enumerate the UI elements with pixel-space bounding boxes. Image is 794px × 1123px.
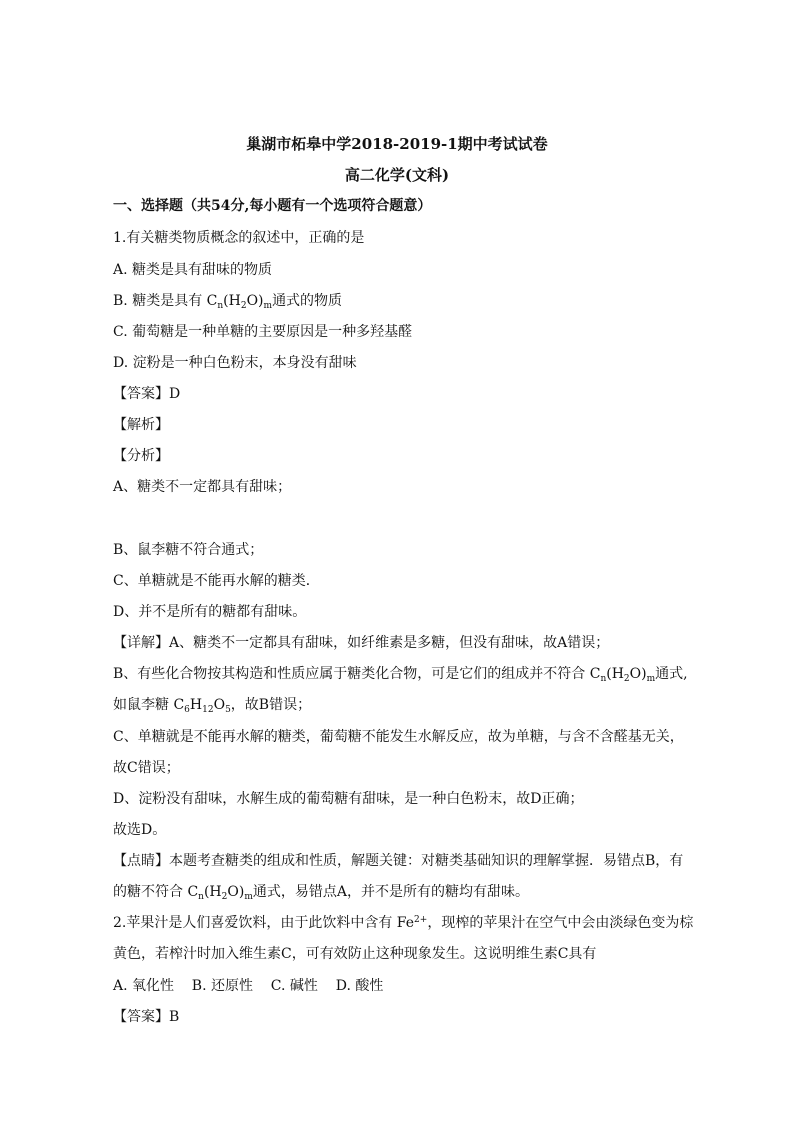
question-1-option-c: C. 葡萄糖是一种单糖的主要原因是一种多羟基醛: [113, 324, 413, 340]
detail-line-5: 故C错误；: [113, 760, 180, 776]
detail-line-3: 如鼠李糖 $C_6H_{12}O_5$，故B错误；: [113, 697, 312, 715]
tip-line-1: 【点睛】本题考查糖类的组成和性质，解题关键：对糖类基础知识的理解掌握．易错点B，有: [113, 853, 684, 869]
question-1-answer: 【答案】D: [113, 386, 181, 402]
detail-line-1: 【详解】A、糖类不一定都具有甜味，如纤维素是多糖，但没有甜味，故A错误；: [113, 635, 610, 651]
question-2-stem-line-1: 2.苹果汁是人们喜爱饮料，由于此饮料中含有 $Fe^{2+}$，现榨的苹果汁在空气中会由淡绿色变为棕: [113, 915, 694, 931]
question-1-option-d: D. 淀粉是一种白色粉末，本身没有甜味: [113, 355, 357, 371]
detail-line-4: C、单糖就是不能再水解的糖类，葡萄糖不能发生水解反应，故为单糖，与含不含醛基无关，: [113, 729, 684, 745]
question-1-explanation-label: 【解析】: [113, 417, 169, 433]
question-1-analysis-label: 【分析】: [113, 448, 169, 464]
tip-line-2: 的糖不符合 $C_n(H_2O)_m$通式，易错点A，并不是所有的糖均有甜味。: [113, 884, 529, 902]
detail-line-7: 故选D。: [113, 822, 167, 838]
question-2-stem-line-2: 黄色，若榨汁时加入维生素C，可有效防止这种现象发生。这说明维生素C具有: [113, 946, 597, 962]
question-2-answer: 【答案】B: [113, 1009, 180, 1025]
question-1-stem: 1.有关糖类物质概念的叙述中，正确的是: [113, 230, 365, 246]
question-2-options: A. 氧化性 B. 还原性 C. 碱性 D. 酸性: [113, 978, 384, 994]
exam-title: 巢湖市柘皋中学2018-2019-1期中考试试卷: [246, 135, 548, 153]
detail-line-6: D、淀粉没有甜味，水解生成的葡萄糖有甜味，是一种白色粉末，故D正确；: [113, 791, 584, 807]
analysis-line-b: B、鼠李糖不符合通式；: [113, 542, 264, 558]
analysis-line-c: C、单糖就是不能再水解的糖类．: [113, 573, 320, 589]
exam-subtitle: 高二化学(文科): [344, 166, 450, 184]
detail-line-2: B、有些化合物按其构造和性质应属于糖类化合物，可是它们的组成并不符合 $C_n(H_2O)_m$通式,: [113, 666, 688, 684]
question-1-option-a: A. 糖类是具有甜味的物质: [113, 262, 273, 278]
analysis-line-a: A、糖类不一定都具有甜味；: [113, 479, 292, 495]
analysis-line-d: D、并不是所有的糖都有甜味。: [113, 604, 307, 620]
question-1-option-b: B. 糖类是具有 $C_n(H_2O)_m$通式的物质: [113, 293, 343, 311]
section-heading: 一、选择题（共54分,每小题有一个选项符合题意）: [113, 198, 432, 214]
